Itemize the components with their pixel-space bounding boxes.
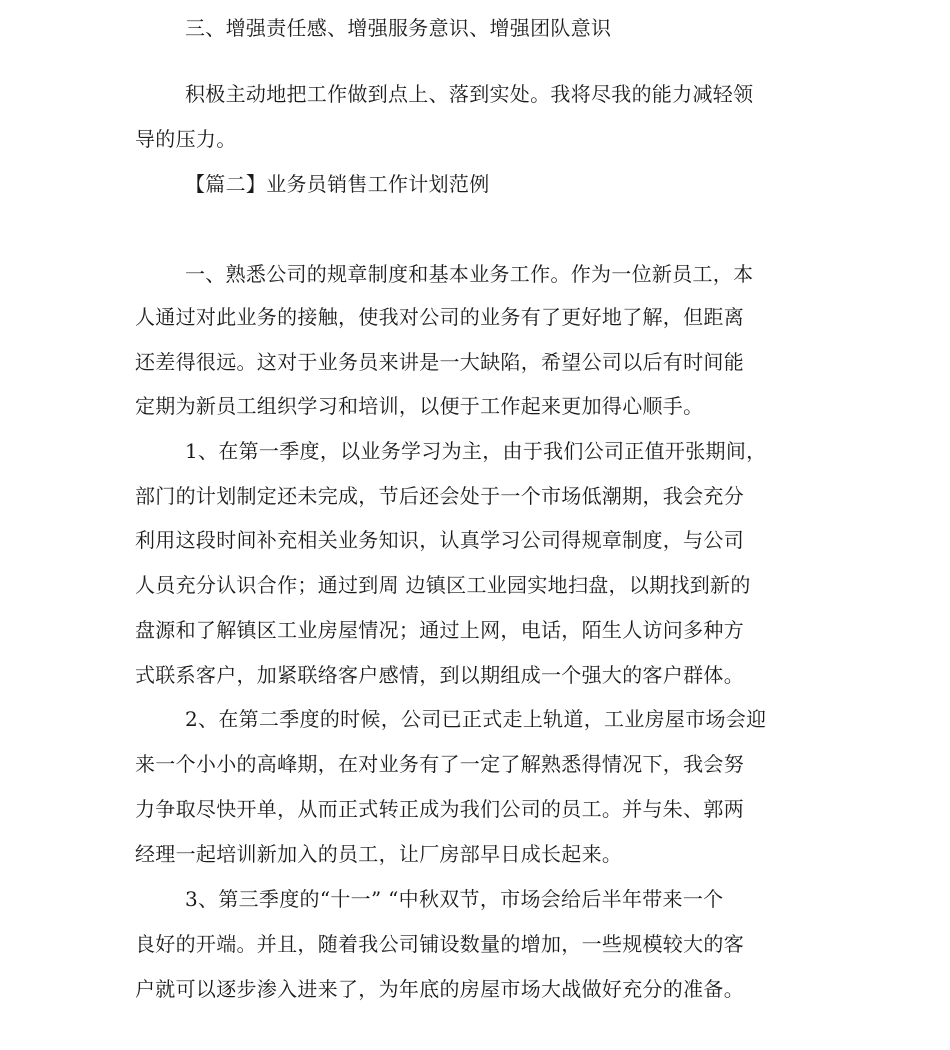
paragraph-line: 盘源和了解镇区工业房屋情况；通过上网，电话，陌生人访问多种方 <box>135 618 744 642</box>
paragraph-line: 1、在第一季度，以业务学习为主，由于我们公司正值开张期间， <box>185 439 767 463</box>
paragraph-line: 人通过对此业务的接触，使我对公司的业务有了更好地了解，但距离 <box>135 305 744 329</box>
paragraph-line: 还差得很远。这对于业务员来讲是一大缺陷，希望公司以后有时间能 <box>135 350 744 374</box>
paragraph-line: 定期为新员工组织学习和培训，以便于工作起来更加得心顺手。 <box>135 394 704 418</box>
paragraph-line: 来一个小小的高峰期，在对业务有了一定了解熟悉得情况下，我会努 <box>135 752 744 776</box>
paragraph-line: 导的压力。 <box>135 127 237 151</box>
paragraph-line: 利用这段时间补充相关业务知识，认真学习公司得规章制度，与公司 <box>135 528 744 552</box>
paragraph-line: 式联系客户，加紧联络客户感情，到以期组成一个强大的客户群体。 <box>135 663 744 687</box>
paragraph-line: 力争取尽快开单，从而正式转正成为我们公司的员工。并与朱、郭两 <box>135 797 744 821</box>
paragraph-line: 3、第三季度的“十一” “中秋双节，市场会给后半年带来一个 <box>185 887 724 911</box>
paragraph-line: 2、在第二季度的时候，公司已正式走上轨道，工业房屋市场会迎 <box>185 707 767 731</box>
paragraph-line: 一、熟悉公司的规章制度和基本业务工作。作为一位新员工，本 <box>185 262 754 286</box>
paragraph-line: 户就可以逐步渗入进来了，为年底的房屋市场大战做好充分的准备。 <box>135 977 744 1001</box>
paragraph-line: 部门的计划制定还未完成，节后还会处于一个市场低潮期，我会充分 <box>135 484 744 508</box>
paragraph-line: 良好的开端。并且，随着我公司铺设数量的增加，一些规模较大的客 <box>135 932 744 956</box>
article-title: 【篇二】业务员销售工作计划范例 <box>185 172 490 196</box>
paragraph-line: 人员充分认识合作；通过到周 边镇区工业园实地扫盘，以期找到新的 <box>135 573 751 597</box>
section-heading-3: 三、增强责任感、增强服务意识、增强团队意识 <box>185 16 612 40</box>
paragraph-line: 积极主动地把工作做到点上、落到实处。我将尽我的能力减轻领 <box>185 82 754 106</box>
paragraph-line: 经理一起培训新加入的员工，让厂房部早日成长起来。 <box>135 842 623 866</box>
